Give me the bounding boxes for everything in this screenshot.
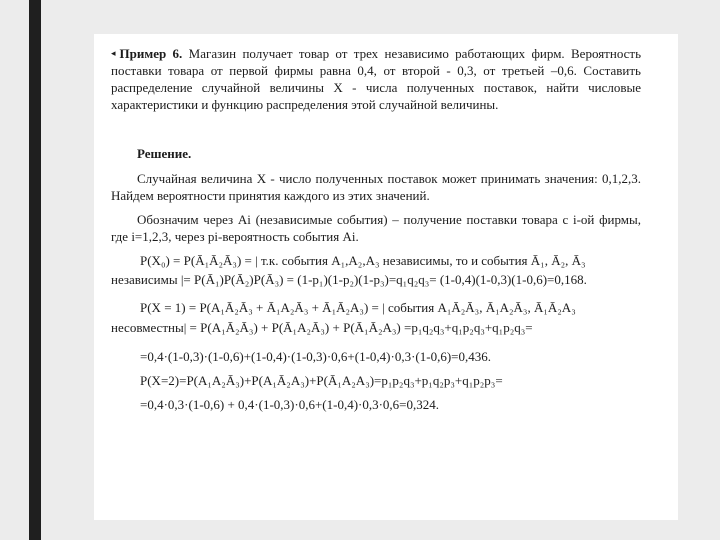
bullet-arrow-icon: ◂ — [111, 48, 116, 58]
problem-text: Магазин получает товар от трех независимо работающих фирм. Вероятность поставки товара от первой фирмы равна 0,4, от второй - 0,3, от третьей –0,6. Составить распределение случайной величины X - числа полученных поставок, найти числовые характеристики и функцию распределения этой случайной величины. — [111, 46, 642, 112]
formula-line-p2-a: P(X=2)=P(A₁A₂Ā₃)+P(A₁Ā₂A₃)+P(Ā₁A₂A₃)=p₁p₂q₃+p₁q₂p₃+q₁p₂p₃= — [140, 373, 503, 388]
formula-line-p0-a: P(X₀) = P(Ā₁Ā₂Ā₃) = | т.к. события A₁,A₂,A₃ независимы, то и события Ā₁, Ā₂, Ā₃ — [140, 253, 586, 268]
left-border-bar — [29, 0, 41, 540]
problem-label: Пример 6. — [119, 46, 183, 61]
solution-paragraph-2: Обозначим через Ai (независимые события) – получение поставки товара с i-ой фирмы, где i=1,2,3, через pi-вероятность события Ai. — [111, 212, 641, 244]
problem-paragraph — [111, 45, 641, 113]
solution-heading: Решение. — [137, 146, 192, 161]
formula-line-p1-a: P(X = 1) = P(A₁Ā₂Ā₃ + Ā₁A₂Ā₃ + Ā₁Ā₂A₃) = | события A₁Ā₂Ā₃, Ā₁A₂Ā₃, Ā₁Ā₂A₃ — [140, 300, 576, 315]
formula-line-p1-b: несовместны| = P(A₁Ā₂Ā₃) + P(Ā₁A₂Ā₃) + P(Ā₁Ā₂A₃) =p₁q₂q₃+q₁p₂q₃+q₁p₂q₃= — [111, 320, 533, 335]
formula-line-p1-value: =0,4·(1-0,3)·(1-0,6)+(1-0,4)·(1-0,3)·0,6+(1-0,4)·0,3·(1-0,6)=0,436. — [140, 349, 491, 364]
formula-line-p2-value: =0,4·0,3·(1-0,6) + 0,4·(1-0,3)·0,6+(1-0,4)·0,3·0,6=0,324. — [140, 397, 440, 412]
formula-line-p0-b: независимы |= P(Ā₁)P(Ā₂)P(Ā₃) = (1-p₁)(1-p₂)(1-p₃)=q₁q₂q₃= (1-0,4)(1-0,3)(1-0,6)=0,168. — [111, 272, 587, 287]
solution-paragraph-1: Случайная величина X - число полученных поставок может принимать значения: 0,1,2,3. Найдем вероятности принятия каждого из этих значений. — [111, 171, 641, 203]
